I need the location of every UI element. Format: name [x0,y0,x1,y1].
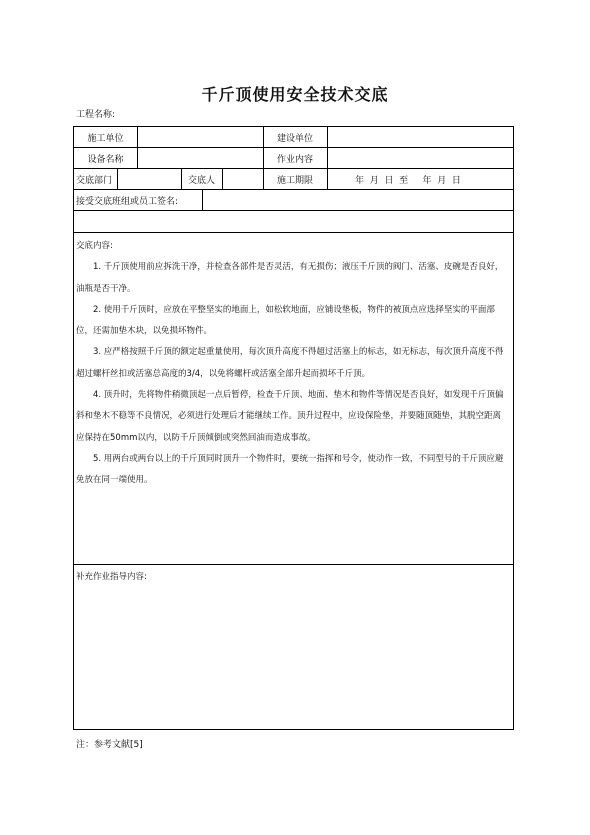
col-divider [327,127,328,168]
col-divider [327,168,328,189]
content-paragraph-1: 1. 千斤顶使用前应拆洗干净，并检查各部件是否灵活，有无损伤；液压千斤顶的阀门、活塞、皮碗是否良好，油瓶是否干净。 [76,262,504,294]
briefing-content [76,236,506,492]
supplement-label: 补充作业指导内容: [76,572,147,582]
period-value: 年 月 日 至 年 月 日 [355,176,461,186]
col-divider [137,127,138,168]
project-name-label: 工程名称: [76,110,116,120]
brief-person-label: 交底人 [187,176,215,186]
col-divider [202,189,203,210]
content-title: 交底内容: [76,241,113,251]
content-paragraph-4: 4. 顶升时，先将物件稍微顶起一点后暂停，检查千斤顶、地面、垫木和物件等情况是否良好，如发现千斤顶偏斜和垫木不稳等不良情况，必须进行处理后才能继续工作。顶升过程中，应设保险垫，并要随顶随垫，其脱空距离应保持在50mm以内，以防千斤顶倾倒或突然回油而造成事故。 [76,390,504,443]
row-divider [74,232,513,233]
brief-dept-label: 交底部门 [76,176,113,186]
row-divider [74,189,513,190]
col-divider [222,168,223,189]
content-paragraph-2: 2. 使用千斤顶时，应放在平整坚实的地面上，如松软地面，应铺设垫板，物件的被顶点应选择坚实的平面部位，还需加垫木块，以免损坏物件。 [76,304,495,337]
sign-label: 接受交底班组或员工签名: [76,197,179,207]
content-paragraph-3: 3. 应严格按照千斤顶的额定起重量使用，每次顶升高度不得超过活塞上的标志，如无标志，每次顶升高度不得超过螺杆丝扣或活塞总高度的3/4，以免将螺杆或活塞全部升起而损坏千斤顶。 [76,347,504,379]
construction-unit-label: 施工单位 [87,134,124,144]
row-divider [74,564,513,565]
work-content-label: 作业内容 [276,155,313,165]
row-divider [74,147,513,148]
reference-note: 注：参考文献[5] [76,740,143,750]
period-label: 施工期限 [276,176,313,186]
briefing-form [73,126,514,730]
row-divider [74,210,513,211]
row-divider [74,168,513,169]
document-title: 千斤顶使用安全技术交底 [201,85,389,104]
col-divider [117,168,118,189]
equipment-name-label: 设备名称 [87,155,124,165]
content-paragraph-5: 5. 用两台或两台以上的千斤顶同时顶升一个物件时，要统一指挥和号令，使动作一致，不同型号的千斤顶应避免放在同一端使用。 [76,453,504,486]
build-unit-label: 建设单位 [276,134,313,144]
